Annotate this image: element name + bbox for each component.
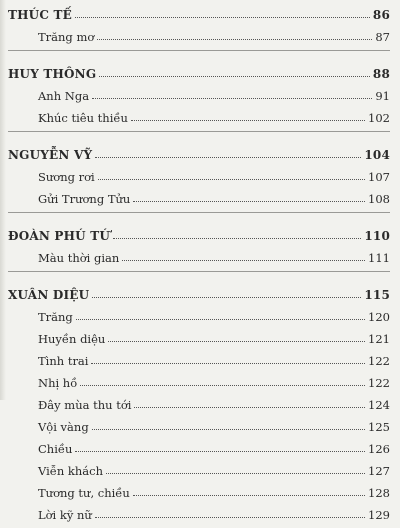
toc-work-entry[interactable] (8, 412, 390, 434)
work-title: Anh Nga (38, 89, 90, 103)
leader-dots (92, 429, 365, 430)
toc-work-entry[interactable] (8, 368, 390, 390)
page-number: 102 (368, 111, 390, 125)
work-title: Lời kỹ nữ (38, 508, 92, 522)
leader-dots (133, 201, 365, 202)
work-title: Tình trai (38, 354, 89, 368)
work-title: Sương rơi (38, 170, 95, 184)
toc-work-entry[interactable] (8, 184, 390, 206)
work-title: Huyền diệu (38, 332, 106, 346)
toc-work-entry[interactable] (8, 103, 390, 125)
page-number: 122 (368, 376, 390, 390)
page-number: 111 (368, 251, 390, 265)
table-of-contents (8, 0, 390, 528)
page-edge-shadow (0, 0, 6, 400)
toc-work-entry[interactable] (8, 243, 390, 265)
author-name: NGUYỄN VỸ (8, 148, 93, 162)
work-title: Trăng mơ (38, 30, 95, 44)
page-number: 91 (375, 89, 390, 103)
toc-work-entry[interactable] (8, 346, 390, 368)
leader-dots (80, 385, 365, 386)
leader-dots (95, 157, 361, 158)
work-title: Đây mùa thu tới (38, 398, 132, 412)
toc-section (8, 131, 390, 212)
leader-dots (133, 495, 365, 496)
toc-work-entry[interactable] (8, 434, 390, 456)
page-number: 125 (368, 420, 390, 434)
page-number: 86 (372, 8, 390, 22)
leader-dots (131, 120, 365, 121)
toc-work-entry[interactable] (8, 302, 390, 324)
page-number: 110 (364, 229, 390, 243)
toc-work-entry[interactable] (8, 81, 390, 103)
leader-dots (95, 517, 365, 518)
author-name: HUY THÔNG (8, 67, 97, 81)
work-title: Trăng (38, 310, 73, 324)
toc-author-entry[interactable] (8, 140, 390, 162)
leader-dots (106, 473, 365, 474)
work-title: Tương tư, chiều (38, 486, 130, 500)
work-title: Khúc tiêu thiều (38, 111, 128, 125)
page-number: 122 (368, 354, 390, 368)
leader-dots (97, 39, 372, 40)
page-number: 107 (368, 170, 390, 184)
page-number: 88 (372, 67, 390, 81)
leader-dots (113, 238, 361, 239)
toc-work-entry[interactable] (8, 478, 390, 500)
work-title: Chiều (38, 442, 73, 456)
work-title: Viễn khách (38, 464, 103, 478)
toc-work-entry[interactable] (8, 500, 390, 522)
page-number: 120 (368, 310, 390, 324)
author-name: XUÂN DIỆU (8, 288, 90, 302)
toc-section (8, 212, 390, 271)
page-number: 128 (368, 486, 390, 500)
leader-dots (76, 319, 365, 320)
toc-work-entry[interactable] (8, 162, 390, 184)
page-number: 124 (368, 398, 390, 412)
toc-work-entry[interactable] (8, 390, 390, 412)
work-title: Màu thời gian (38, 251, 120, 265)
page-number: 129 (368, 508, 390, 522)
toc-section (8, 50, 390, 131)
work-title: Vội vàng (38, 420, 89, 434)
page-number: 126 (368, 442, 390, 456)
page-number: 121 (368, 332, 390, 346)
work-title: Nhị hồ (38, 376, 78, 390)
leader-dots (134, 407, 365, 408)
leader-dots (91, 363, 365, 364)
page-number: 108 (368, 192, 390, 206)
toc-section (8, 0, 390, 50)
toc-author-entry[interactable] (8, 221, 390, 243)
page-number: 115 (364, 288, 390, 302)
section-spacer (8, 522, 390, 528)
leader-dots (92, 297, 361, 298)
page-number: 87 (375, 30, 390, 44)
toc-work-entry[interactable] (8, 324, 390, 346)
page-number: 104 (364, 148, 390, 162)
toc-work-entry[interactable] (8, 456, 390, 478)
leader-dots (98, 179, 365, 180)
leader-dots (99, 76, 370, 77)
author-name: ĐOÀN PHÚ TỨ (8, 229, 110, 243)
leader-dots (75, 17, 370, 18)
toc-work-entry[interactable] (8, 22, 390, 44)
toc-author-entry[interactable] (8, 59, 390, 81)
leader-dots (108, 341, 365, 342)
toc-author-entry[interactable] (8, 280, 390, 302)
leader-dots (122, 260, 365, 261)
work-title: Gửi Trương Tửu (38, 192, 131, 206)
toc-author-entry[interactable] (8, 0, 390, 22)
author-name: THÚC TẾ (8, 8, 72, 22)
page-number: 127 (368, 464, 390, 478)
leader-dots (92, 98, 372, 99)
leader-dots (75, 451, 365, 452)
toc-section (8, 271, 390, 528)
